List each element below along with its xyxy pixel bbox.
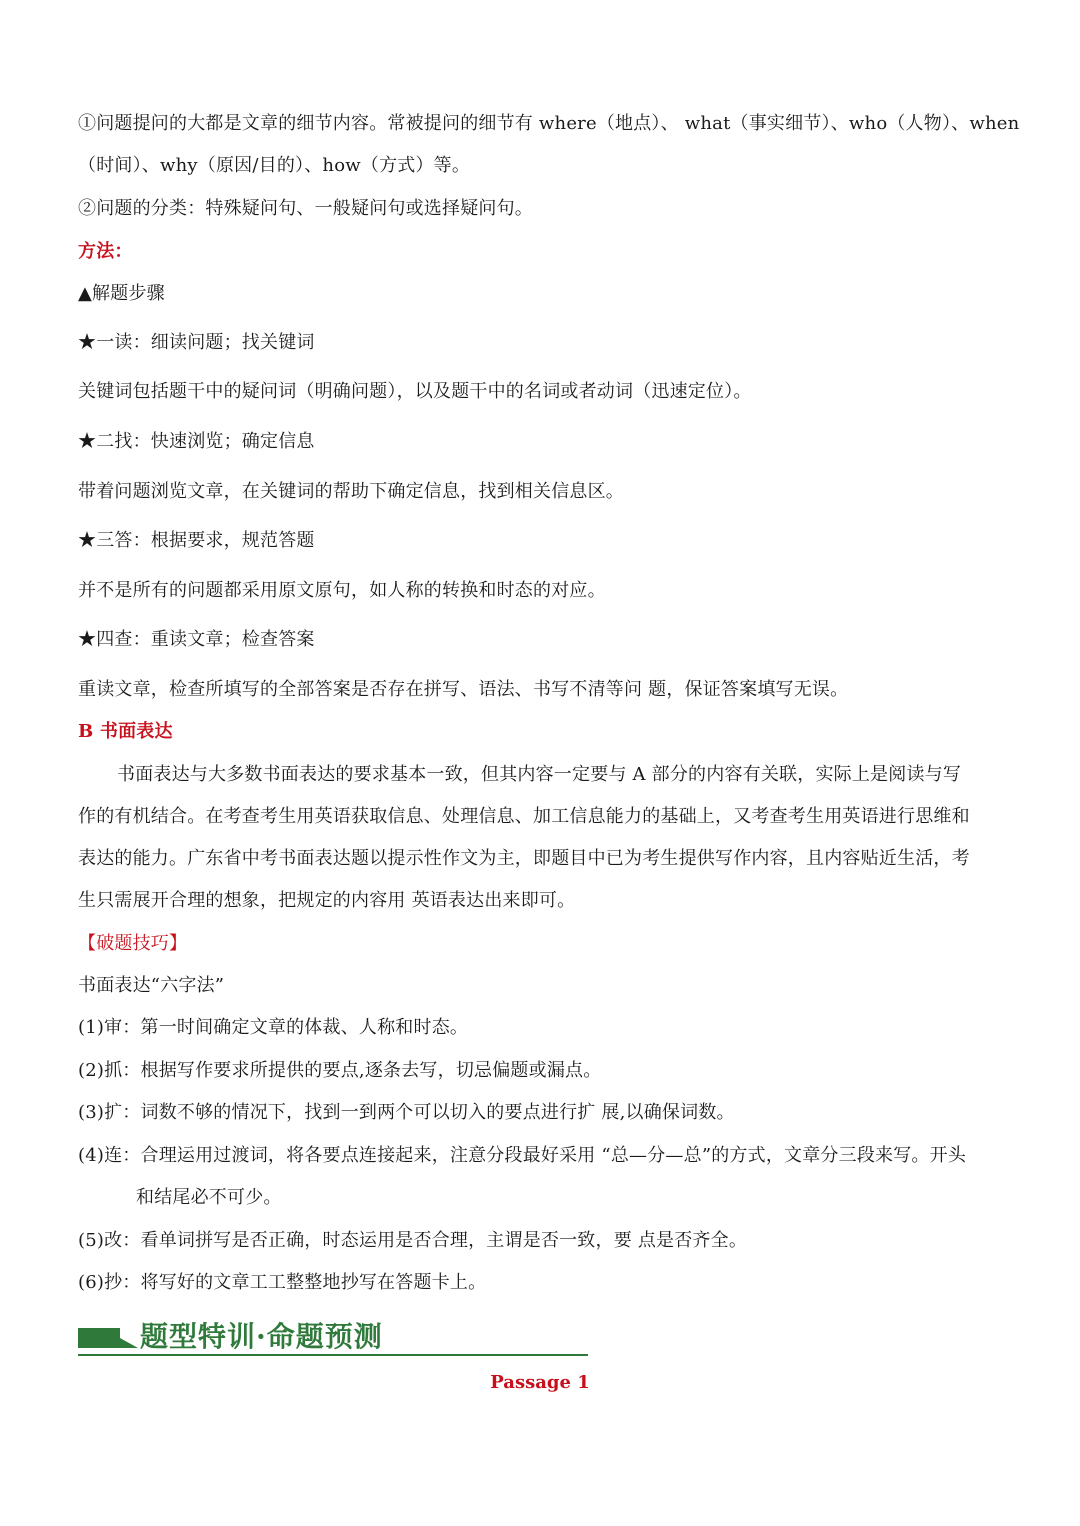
passage-title: Passage 1 (490, 1372, 590, 1393)
list-item: (6)抄：将写好的文章工工整整地抄写在答题卡上。 (78, 1272, 487, 1293)
text-line: 和结尾必不可少。 (136, 1187, 282, 1208)
text-line: 表达的能力。广东省中考书面表达题以提示性作文为主，即题目中已为考生提供写作内容，且内容贴近生活，考 (78, 848, 970, 869)
section-heading: 方法： (78, 241, 133, 262)
step-heading: ★二找：快速浏览；确定信息 (78, 431, 315, 452)
text-line: 并不是所有的问题都采用原文原句，如人称的转换和时态的对应。 (78, 580, 606, 601)
section-heading: 【破题技巧】 (78, 933, 188, 954)
text-line: ②问题的分类：特殊疑问句、一般疑问句或选择疑问句。 (78, 198, 533, 219)
text-line: ①问题提问的大都是文章的细节内容。常被提问的细节有 where（地点）、 what（事实细节）、who（人物）、when (78, 113, 1020, 134)
banner-rule (78, 1354, 588, 1356)
list-item: (5)改：看单词拼写是否正确，时态运用是否合理，主谓是否一致，要 点是否齐全。 (78, 1230, 748, 1251)
list-item: (4)连：合理运用过渡词，将各要点连接起来，注意分段最好采用 “总—分—总”的方式，文章分三段来写。开头 (78, 1145, 967, 1166)
step-heading: ★三答：根据要求，规范答题 (78, 530, 315, 551)
list-item: (3)扩：词数不够的情况下，找到一到两个可以切入的要点进行扩 展,以确保词数。 (78, 1102, 735, 1123)
section-heading: B 书面表达 (78, 721, 173, 742)
step-heading: ★四查：重读文章；检查答案 (78, 629, 315, 650)
text-line: 书面表达“六字法” (78, 975, 225, 996)
banner-triangle (120, 1328, 138, 1348)
list-item: (2)抓：根据写作要求所提供的要点,逐条去写，切忌偏题或漏点。 (78, 1060, 602, 1081)
text-line: 作的有机结合。在考查考生用英语获取信息、处理信息、加工信息能力的基础上，又考查考生用英语进行思维和 (78, 806, 970, 827)
list-item: (1)审：第一时间确定文章的体裁、人称和时态。 (78, 1017, 469, 1038)
step-heading: ★一读：细读问题；找关键词 (78, 332, 315, 353)
section-banner (78, 1318, 588, 1358)
text-line: 带着问题浏览文章，在关键词的帮助下确定信息，找到相关信息区。 (78, 481, 624, 502)
banner-bar (78, 1328, 120, 1348)
text-line: 生只需展开合理的想象，把规定的内容用 英语表达出来即可。 (78, 890, 576, 911)
text-line: 书面表达与大多数书面表达的要求基本一致，但其内容一定要与 A 部分的内容有关联，实际上是阅读与写 (117, 764, 962, 785)
text-line: 重读文章，检查所填写的全部答案是否存在拼写、语法、书写不清等问 题，保证答案填写无误。 (78, 679, 849, 700)
text-line: ▲解题步骤 (78, 283, 165, 304)
text-line: 关键词包括题干中的疑问词（明确问题），以及题干中的名词或者动词（迅速定位）。 (78, 381, 752, 402)
text-line: （时间）、why（原因/目的）、how（方式）等。 (78, 155, 471, 176)
banner-title: 题型特训·命题预测 (140, 1320, 383, 1353)
